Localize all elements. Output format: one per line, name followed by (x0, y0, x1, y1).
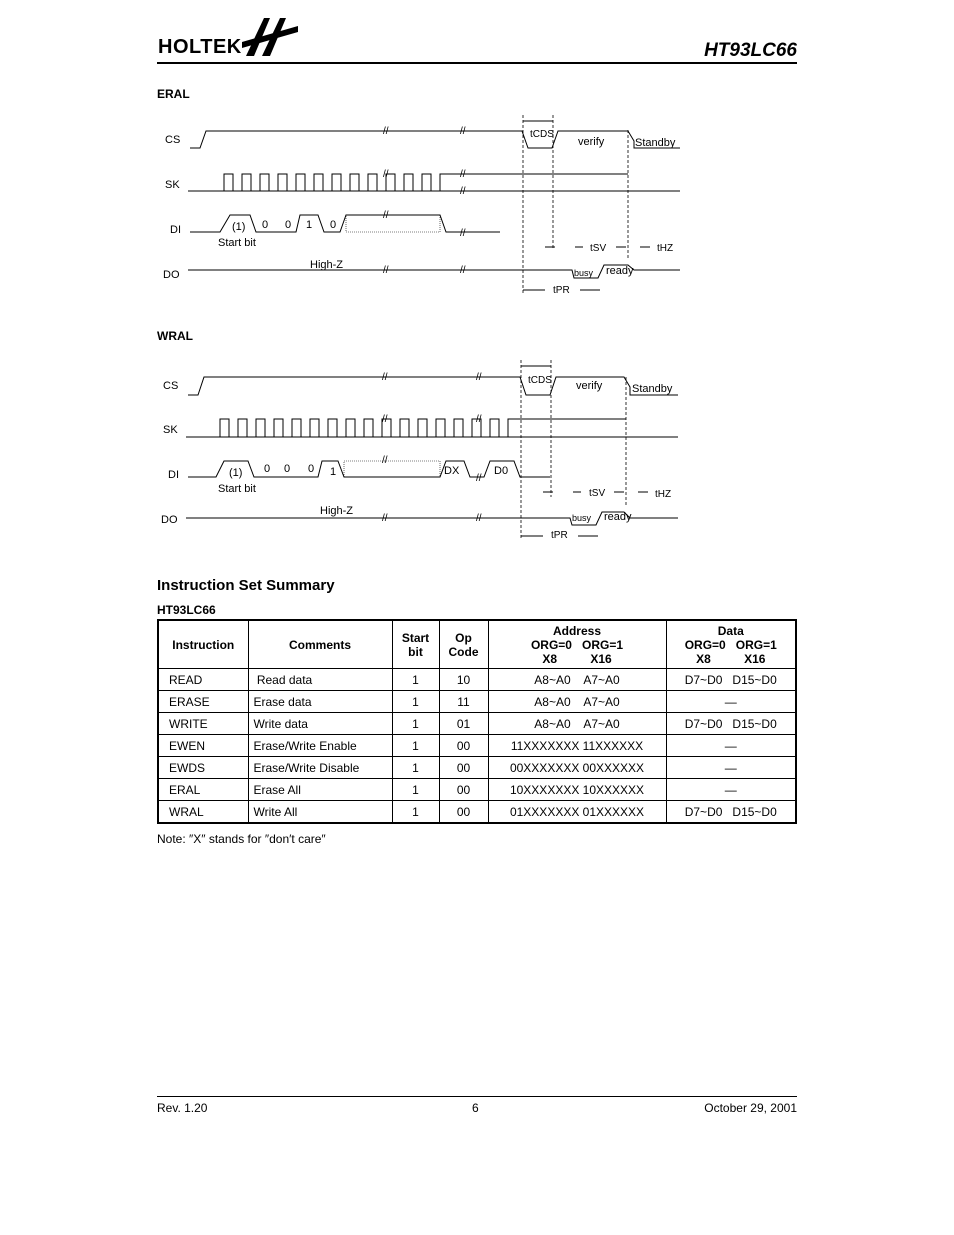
wral-thz-label: tHZ (655, 489, 672, 500)
wral-di-bit1: 0 (264, 463, 271, 475)
address-cell: 10XXXXXXX 10XXXXXX (488, 779, 666, 801)
table-row (158, 779, 796, 801)
data-cell: D7~D0 D15~D0 (666, 713, 796, 735)
wral-standby-label: Standby (632, 383, 673, 395)
op-code-cell: 00 (439, 801, 488, 824)
instruction-cell: EWEN (158, 735, 248, 757)
start-bit-cell: 1 (392, 735, 439, 757)
wral-di-dx: DX (444, 465, 460, 477)
table-row (158, 757, 796, 779)
eral-break-mark-7: // (460, 228, 466, 239)
footer-page-number: 6 (472, 1101, 479, 1115)
header-op-code (439, 620, 488, 669)
wral-sk-label: SK (163, 424, 178, 436)
header-start-bit (392, 620, 439, 669)
wral-break-mark-2: // (476, 372, 482, 383)
header-instruction (158, 620, 248, 669)
data-cell: D7~D0 D15~D0 (666, 801, 796, 824)
data-cell: — (666, 691, 796, 713)
comment-cell: Read data (248, 669, 392, 691)
header-comments (248, 620, 392, 669)
wral-break-mark-5: // (382, 455, 388, 466)
address-cell: A8~A0 A7~A0 (488, 669, 666, 691)
wral-tsv-label: tSV (589, 488, 606, 499)
eral-busy-label: busy (574, 268, 594, 278)
wral-di-bit4: 1 (330, 466, 337, 478)
eral-tsv-label: tSV (590, 243, 607, 254)
address-cell: A8~A0 A7~A0 (488, 691, 666, 713)
eral-break-mark-5: // (460, 186, 466, 197)
eral-do-label: DO (163, 269, 180, 281)
header-start-bit-line1: Start (401, 630, 430, 645)
instruction-cell: EWDS (158, 757, 248, 779)
eral-break-mark-9: // (460, 265, 466, 276)
op-code-cell: 11 (439, 691, 488, 713)
comment-cell: Write data (248, 713, 392, 735)
eral-di-bit3: 1 (306, 219, 313, 231)
header-instruction-text: Instruction (172, 637, 235, 652)
address-cell: 00XXXXXXX 00XXXXXX (488, 757, 666, 779)
wral-break-mark-3: // (382, 414, 388, 425)
eral-timing-diagram (150, 110, 690, 300)
instruction-set-subtitle: HT93LC66 (157, 603, 216, 617)
table-header-row (158, 620, 796, 669)
eral-break-mark-8: // (383, 265, 389, 276)
instruction-cell: ERASE (158, 691, 248, 713)
table-row (158, 801, 796, 824)
table-row (158, 713, 796, 735)
eral-title: ERAL (157, 87, 190, 101)
eral-cs-waveform (190, 131, 680, 148)
footer-rule (157, 1096, 797, 1097)
eral-break-mark-1: // (383, 126, 389, 137)
eral-tcds-label: tCDS (530, 129, 554, 140)
data-cell: — (666, 757, 796, 779)
data-cell: D7~D0 D15~D0 (666, 669, 796, 691)
header-data (666, 620, 796, 669)
instruction-set-title: Instruction Set Summary (157, 577, 335, 594)
wral-tcds-label: tCDS (528, 375, 552, 386)
wral-ready-label: ready (604, 511, 632, 523)
eral-sk-waveform (188, 174, 628, 191)
eral-thz-label: tHZ (657, 243, 674, 254)
header-start-bit-line2: bit (408, 644, 423, 659)
start-bit-cell: 1 (392, 669, 439, 691)
instruction-cell: WRAL (158, 801, 248, 824)
eral-break-mark-6: // (383, 210, 389, 221)
header-op-code-line2: Code (448, 644, 479, 659)
eral-high-z-label: High-Z (310, 259, 344, 271)
eral-break-mark-2: // (460, 126, 466, 137)
header-op-code-line1: Op (455, 630, 472, 645)
wral-di-d0: D0 (494, 465, 509, 477)
start-bit-cell: 1 (392, 691, 439, 713)
holtek-logo-text: HOLTEK (158, 36, 242, 58)
eral-break-mark-3: // (383, 169, 389, 180)
eral-cs-label: CS (165, 134, 181, 146)
comment-cell: Erase All (248, 779, 392, 801)
op-code-cell: 10 (439, 669, 488, 691)
wral-di-start: (1) (229, 467, 243, 479)
op-code-cell: 01 (439, 713, 488, 735)
wral-start-bit-label: Start bit (218, 483, 256, 495)
instruction-cell: WRITE (158, 713, 248, 735)
wral-high-z-label: High-Z (320, 505, 354, 517)
header-data-line2: ORG=0 ORG=1 (684, 637, 777, 652)
footer-revision: Rev. 1.20 (157, 1101, 208, 1115)
instruction-table-body (158, 669, 796, 824)
eral-verify-label: verify (578, 136, 605, 148)
footer-date: October 29, 2001 (704, 1101, 797, 1115)
eral-di-start: (1) (232, 221, 246, 233)
eral-standby-label: Standby (635, 137, 676, 149)
table-note: Note: ″X″ stands for ″don′t care″ (157, 832, 326, 846)
header-address-line3: X8 X16 (542, 651, 612, 666)
eral-di-bit1: 0 (262, 219, 269, 231)
comment-cell: Write All (248, 801, 392, 824)
table-row (158, 735, 796, 757)
wral-busy-label: busy (572, 513, 592, 523)
header-address-line1: Address (552, 623, 602, 638)
wral-break-mark-8: // (476, 513, 482, 524)
wral-title: WRAL (157, 329, 193, 343)
op-code-cell: 00 (439, 757, 488, 779)
wral-di-bit3: 0 (308, 463, 315, 475)
header-data-line1: Data (717, 623, 744, 638)
start-bit-cell: 1 (392, 713, 439, 735)
start-bit-cell: 1 (392, 801, 439, 824)
comment-cell: Erase/Write Disable (248, 757, 392, 779)
comment-cell: Erase data (248, 691, 392, 713)
header-address (488, 620, 666, 669)
holtek-logo-icon (240, 12, 302, 60)
address-cell: A8~A0 A7~A0 (488, 713, 666, 735)
address-cell: 11XXXXXXX 11XXXXXX (488, 735, 666, 757)
eral-sk-label: SK (165, 179, 180, 191)
eral-di-bit2: 0 (285, 219, 292, 231)
instruction-cell: READ (158, 669, 248, 691)
eral-di-label: DI (170, 224, 181, 236)
eral-ready-label: ready (606, 265, 634, 277)
comment-cell: Erase/Write Enable (248, 735, 392, 757)
eral-tpr-label: tPR (553, 285, 570, 296)
wral-di-dont-care (344, 461, 440, 477)
op-code-cell: 00 (439, 779, 488, 801)
wral-cs-waveform (188, 377, 678, 395)
part-number-title: HT93LC66 (704, 40, 797, 61)
eral-di-dont-care (346, 215, 440, 232)
wral-break-mark-7: // (382, 513, 388, 524)
wral-break-mark-6: // (476, 473, 482, 484)
instruction-cell: ERAL (158, 779, 248, 801)
eral-di-bit4: 0 (330, 219, 337, 231)
wral-break-mark-4: // (476, 414, 482, 425)
header-rule (157, 62, 797, 64)
header-data-line3: X8 X16 (696, 651, 766, 666)
wral-do-label: DO (161, 514, 178, 526)
data-cell: — (666, 779, 796, 801)
data-cell: — (666, 735, 796, 757)
address-cell: 01XXXXXXX 01XXXXXX (488, 801, 666, 824)
wral-tpr-label: tPR (551, 530, 568, 541)
instruction-set-table (157, 619, 797, 824)
wral-di-bit2: 0 (284, 463, 291, 475)
table-row (158, 691, 796, 713)
table-row (158, 669, 796, 691)
header-address-line2: ORG=0 ORG=1 (530, 637, 624, 652)
header-comments-text: Comments (288, 637, 351, 652)
wral-cs-label: CS (163, 380, 179, 392)
wral-di-label: DI (168, 469, 179, 481)
wral-timing-diagram (150, 355, 690, 545)
eral-break-mark-4: // (460, 169, 466, 180)
wral-verify-label: verify (576, 380, 603, 392)
start-bit-cell: 1 (392, 779, 439, 801)
eral-start-bit-label: Start bit (218, 237, 256, 249)
op-code-cell: 00 (439, 735, 488, 757)
wral-sk-waveform (186, 419, 626, 437)
start-bit-cell: 1 (392, 757, 439, 779)
wral-break-mark-1: // (382, 372, 388, 383)
